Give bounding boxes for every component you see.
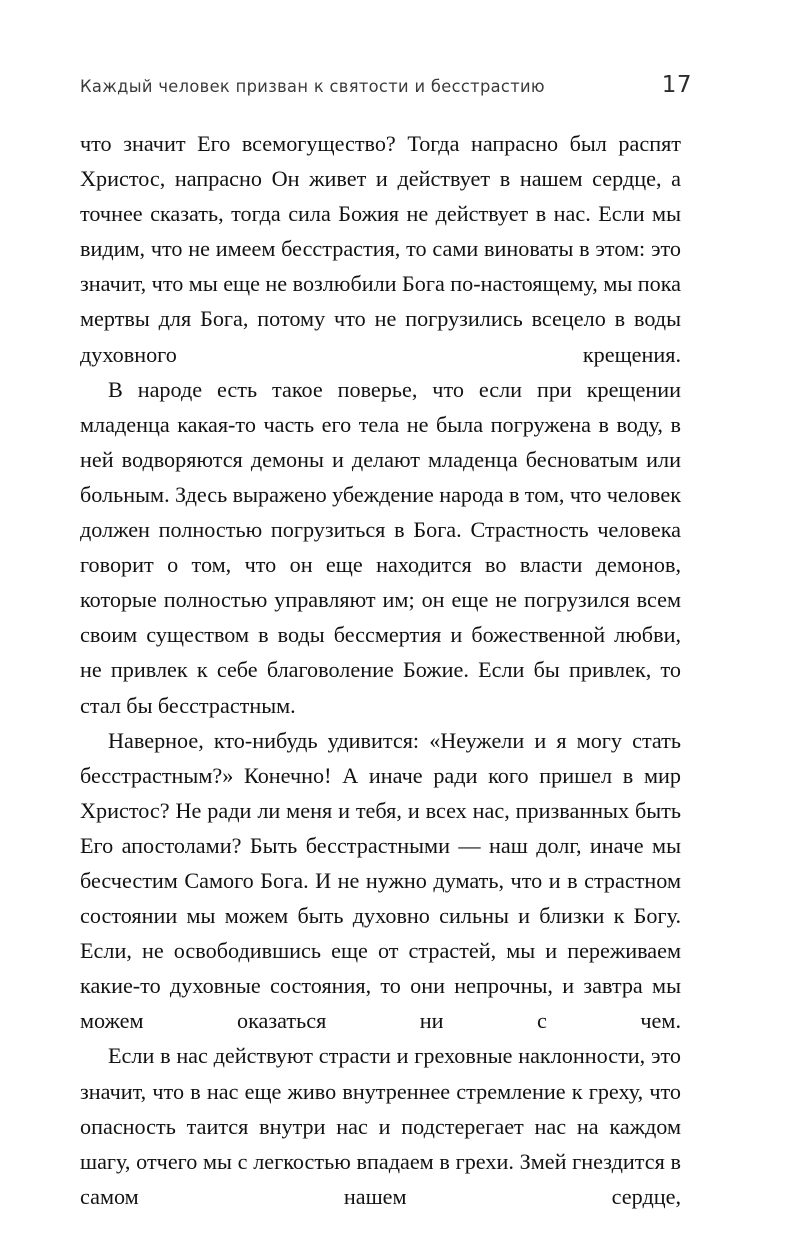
- paragraph: Наверное, кто-нибудь удивится: «Неужели и я могу стать бесстрастным?» Конечно! А иначе ради кого пришел в мир Христос? Не ради ли меня и тебя, и всех нас, призванных быть Его апостолами? Быть бесстрастными — наш долг, иначе мы бесчестим Самого Бога. И не нужно думать, что и в страстном состоянии мы можем быть духовно сильны и близки к Богу. Если, не освободившись еще от страстей, мы и переживаем какие-то духовные состояния, то они непрочны, и завтра мы можем оказаться ни с чем.: [80, 727, 681, 1034]
- body-text-block: [80, 126, 681, 1214]
- paragraph: В народе есть такое поверье, что если при крещении младенца какая-то часть его тела не была погружена в воду, в ней водворяются демоны и делают младенца бесноватым или больным. Здесь выражено убеждение народа в том, что человек должен полностью погрузиться в Бога. Страстность человека говорит о том, что он еще находится во власти демонов, которые полностью управляют им; он еще не погрузился всем своим существом в воды бессмертия и божественной любви, не привлек к себе благоволение Божие. Если бы привлек, то стал бы бесстрастным.: [80, 376, 681, 718]
- paragraph: что значит Его всемогущество? Тогда напрасно был распят Христос, напрасно Он живет и действует в нашем сердце, а точнее сказать, тогда сила Божия не действует в нас. Если мы видим, что не имеем бесстрастия, то сами виноваты в этом: это значит, что мы еще не возлюбили Бога по-настоящему, мы пока мертвы для Бога, потому что не погрузились всецело в воды духовного крещения.: [80, 131, 681, 367]
- running-header-title: Каждый человек призван к святости и бесстрастию: [80, 77, 545, 96]
- paragraph: Если в нас действуют страсти и греховные наклонности, это значит, что в нас еще живо внутреннее стремление к греху, что опасность таится внутри нас и подстерегает нас на каждом шагу, отчего мы с легкостью впадаем в грехи. Змей гнездится в самом нашем сердце,: [80, 1043, 681, 1209]
- running-header: [80, 74, 692, 97]
- page-number: 17: [661, 72, 692, 98]
